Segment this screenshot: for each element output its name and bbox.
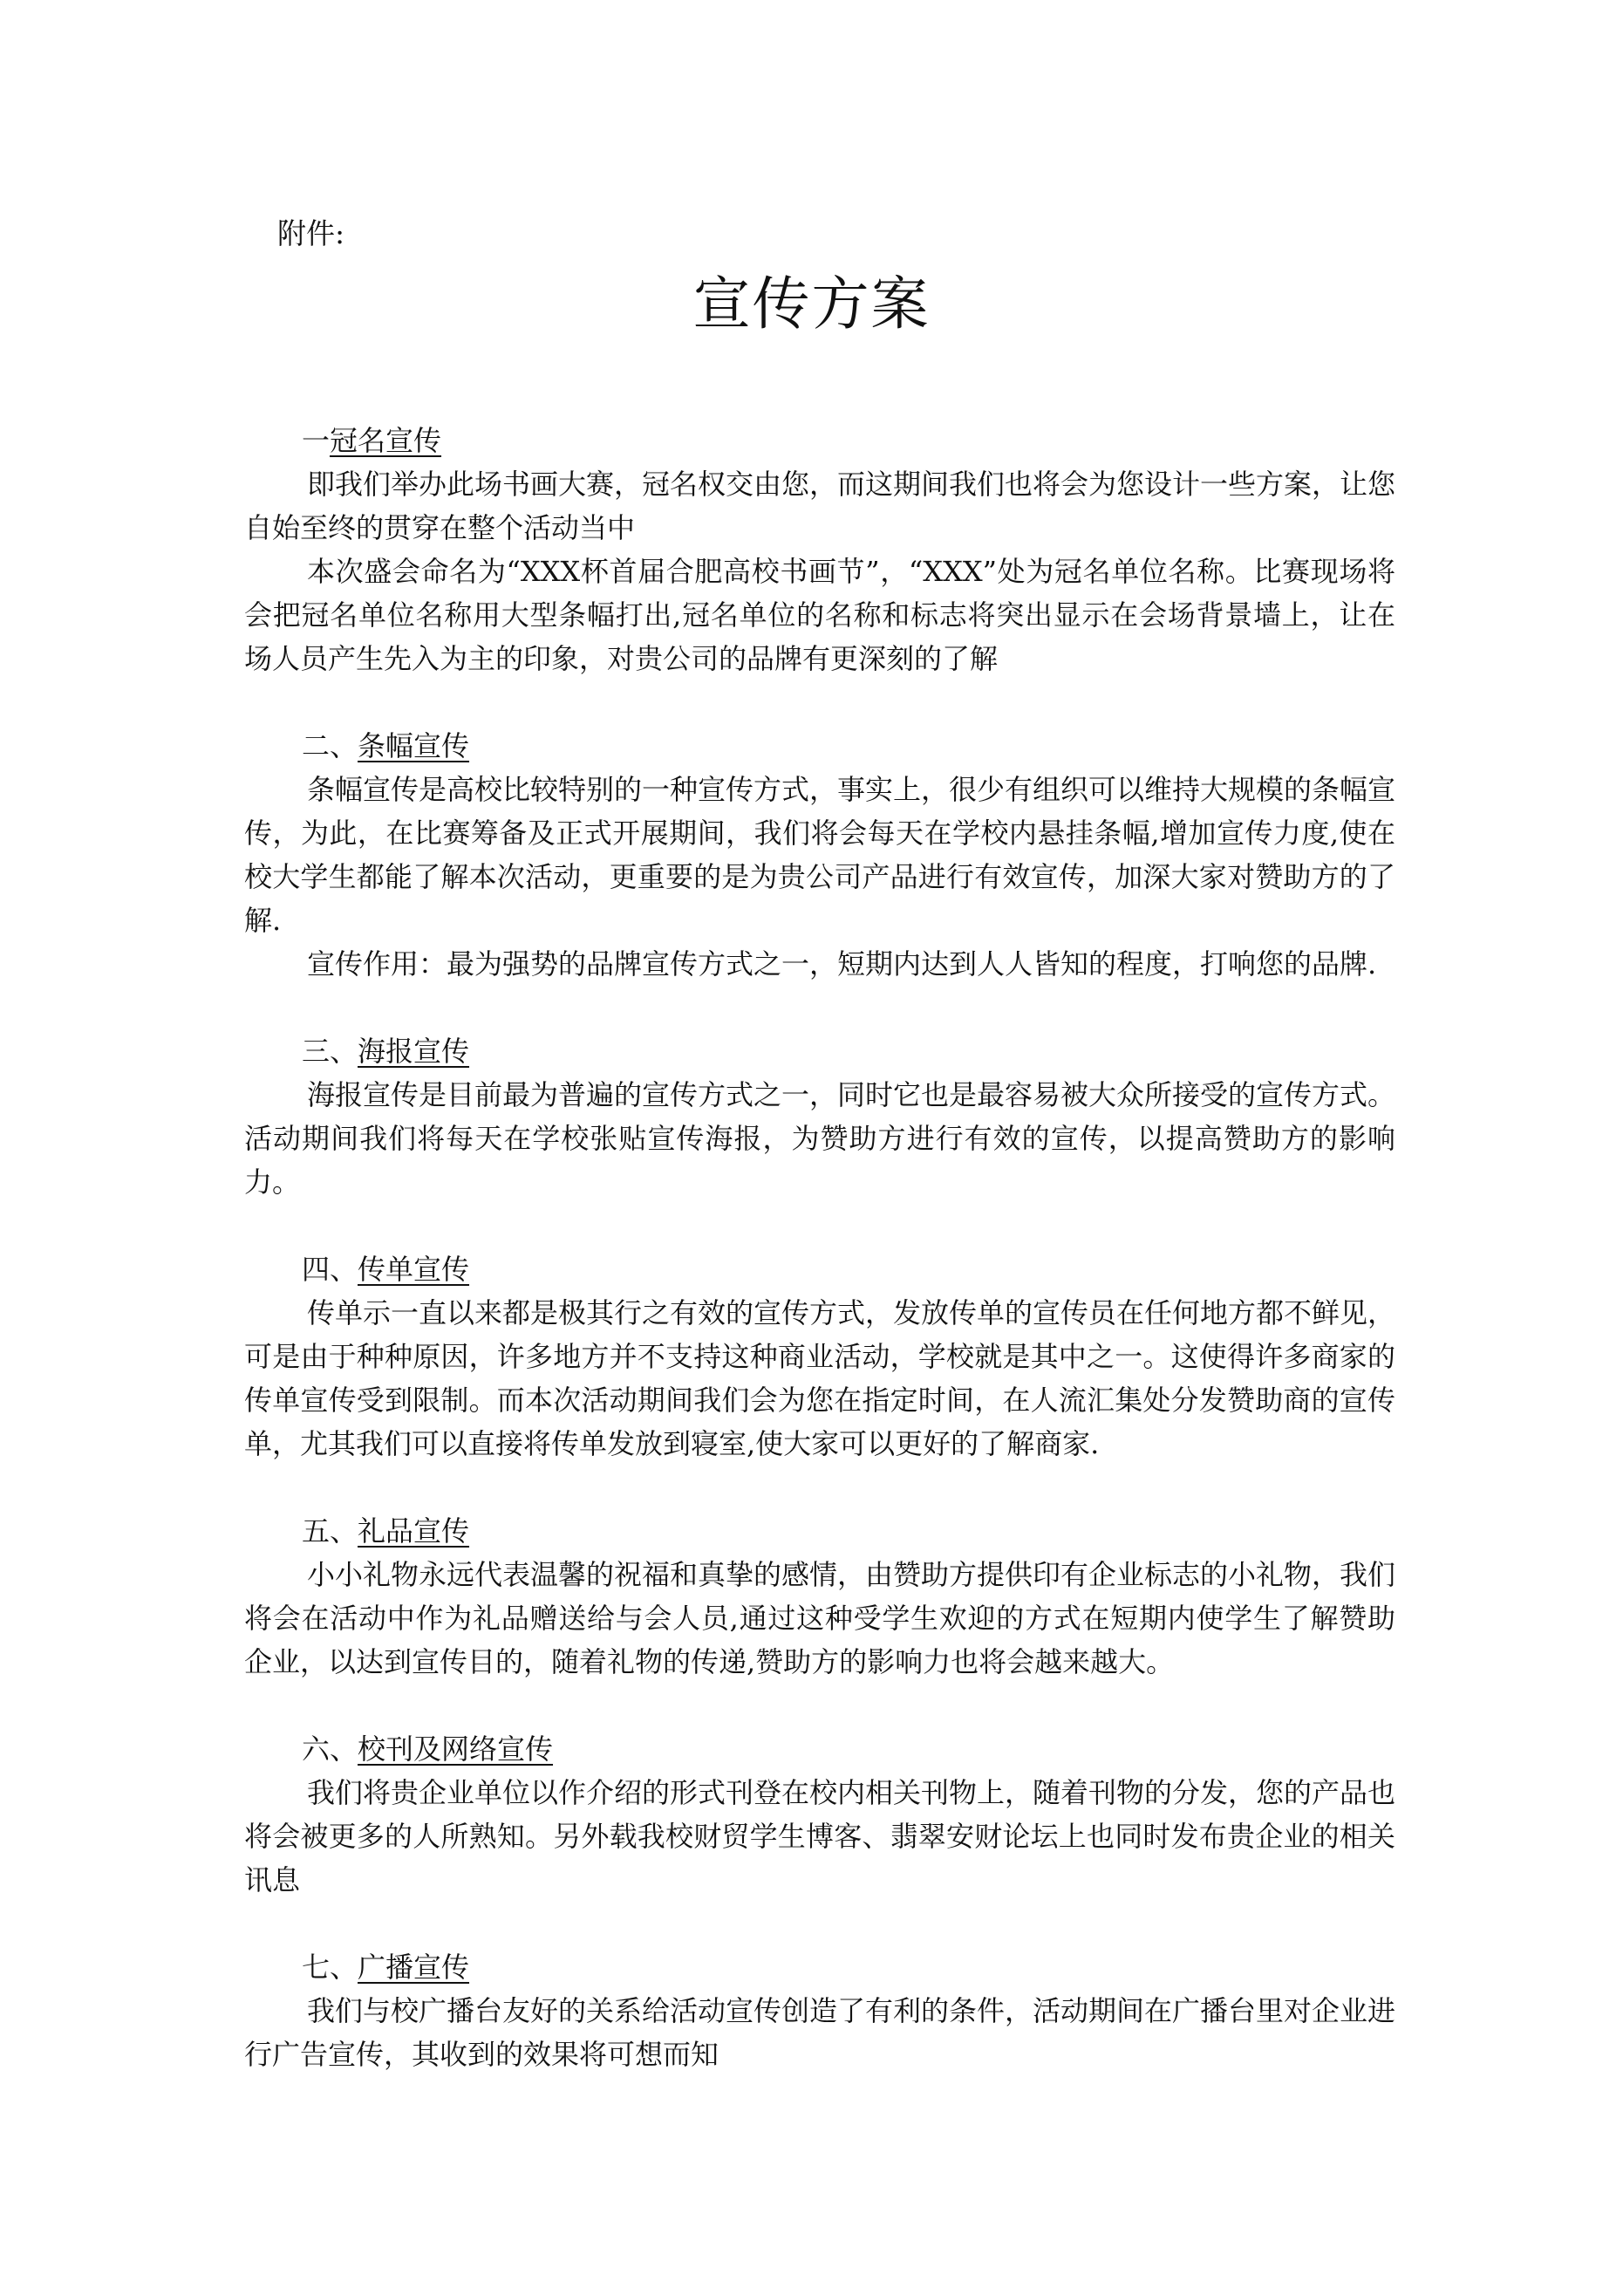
paragraph: 传单示一直以来都是极其行之有效的宣传方式，发放传单的宣传员在任何地方都不鲜见，可是由于种种原因，许多地方并不支持这种商业活动，学校就是其中之一。这使得许多商家的传单宣传受到限制。而本次活动期间我们会为您在指定时间，在人流汇集处分发赞助商的宣传单，尤其我们可以直接将传单发放到寝室,使大家可以更好的了解商家. xyxy=(244,1296,1396,1460)
section-number: 四、 xyxy=(302,1253,358,1286)
section-banner xyxy=(244,724,1395,986)
paragraph: 我们与校广播台友好的关系给活动宣传创造了有利的条件，活动期间在广播台里对企业进行广告宣传，其收到的效果将可想而知 xyxy=(244,1994,1396,2071)
section-heading xyxy=(244,1509,1395,1553)
paragraph: 海报宣传是目前最为普遍的宣传方式之一，同时它也是最容易被大众所接受的宣传方式。活动期间我们将每天在学校张贴宣传海报，为赞助方进行有效的宣传，以提高赞助方的影响力。 xyxy=(244,1078,1396,1199)
section-number: 五、 xyxy=(302,1514,358,1548)
section-heading xyxy=(244,1029,1395,1073)
section-poster xyxy=(244,1029,1395,1204)
section-heading-text: 海报宣传 xyxy=(358,1035,470,1068)
section-heading-text: 广播宣传 xyxy=(358,1951,470,1984)
paragraph: 宣传作用：最为强势的品牌宣传方式之一，短期内达到人人皆知的程度，打响您的品牌. xyxy=(307,947,1377,981)
section-number: 六、 xyxy=(302,1732,358,1766)
section-campus-publication xyxy=(244,1727,1395,1902)
attachment-label: 附件: xyxy=(277,216,345,250)
section-gift xyxy=(244,1509,1395,1684)
section-heading xyxy=(244,724,1395,768)
paragraph: 条幅宣传是高校比较特别的一种宣传方式，事实上，很少有组织可以维持大规模的条幅宣传，为此，在比赛筹备及正式开展期间，我们将会每天在学校内悬挂条幅,增加宣传力度,使在校大学生都能了解本次活动，更重要的是为贵公司产品进行有效宣传，加深大家对赞助方的了解. xyxy=(244,773,1396,937)
paragraph: 我们将贵企业单位以作介绍的形式刊登在校内相关刊物上，随着刊物的分发，您的产品也将会被更多的人所熟知。另外载我校财贸学生博客、翡翠安财论坛上也同时发布贵企业的相关讯息 xyxy=(244,1776,1396,1896)
section-flyer xyxy=(244,1247,1395,1466)
section-number: 一 xyxy=(302,424,331,457)
paragraph: 小小礼物永远代表温馨的祝福和真挚的感情，由赞助方提供印有企业标志的小礼物，我们将会在活动中作为礼品赠送给与会人员,通过这种受学生欢迎的方式在短期内使学生了解赞助企业，以达到宣传目的，随着礼物的传递,赞助方的影响力也将会越来越大。 xyxy=(244,1558,1396,1678)
section-title-sponsorship xyxy=(244,419,1395,680)
section-heading-text: 冠名宣传 xyxy=(330,424,442,457)
section-heading-text: 礼品宣传 xyxy=(358,1514,470,1548)
paragraph: 本次盛会命名为“XXX杯首届合肥高校书画节”，“XXX”处为冠名单位名称。比赛现场将会把冠名单位名称用大型条幅打出,冠名单位的名称和标志将突出显示在会场背景墙上，让在场人员产生先入为主的印象，对贵公司的品牌有更深刻的了解 xyxy=(244,555,1395,675)
document-body xyxy=(244,419,1395,2120)
section-broadcast xyxy=(244,1945,1395,2076)
document-title: 宣传方案 xyxy=(692,270,931,338)
section-number: 七、 xyxy=(302,1951,358,1984)
section-number: 二、 xyxy=(302,729,358,762)
section-heading xyxy=(244,1247,1395,1291)
section-heading-text: 校刊及网络宣传 xyxy=(358,1732,554,1766)
section-heading xyxy=(244,1945,1395,1989)
section-heading-text: 条幅宣传 xyxy=(358,729,470,762)
section-number: 三、 xyxy=(302,1035,358,1068)
section-heading xyxy=(244,419,1395,462)
paragraph: 即我们举办此场书画大赛，冠名权交由您，而这期间我们也将会为您设计一些方案，让您自始至终的贯穿在整个活动当中 xyxy=(244,468,1396,544)
section-heading-text: 传单宣传 xyxy=(358,1253,470,1286)
section-heading xyxy=(244,1727,1395,1771)
